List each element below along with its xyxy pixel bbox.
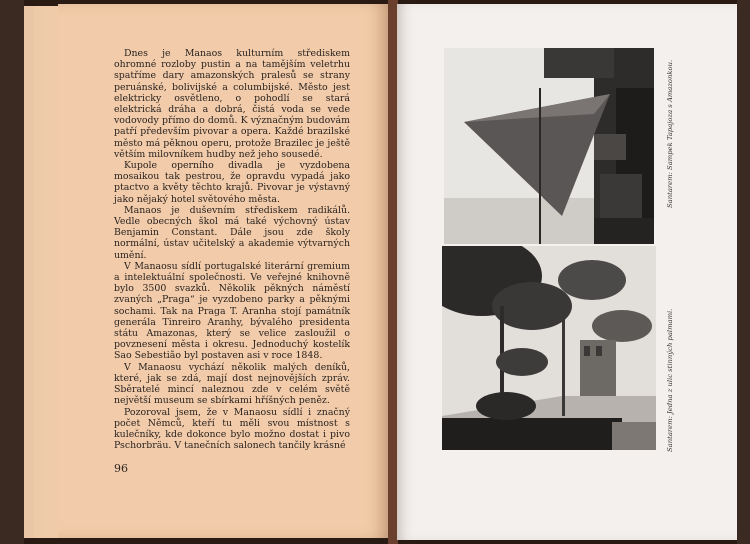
paragraph: Kupole operního divadla je vyzdobena mosaikou tak pestrou, že opravdu vypadá jako ptactvo a květy těchto krajů. Pivovar je výstavný jako nějaký hotel světového města. (114, 160, 350, 205)
book-edge-right (737, 0, 750, 544)
caption-top-photo: Santarem: Sampek Tapajoza s Amazonkou. (666, 59, 674, 208)
paragraph: Manaos je duševním střediskem radikálů. Vedle obecných škol má také výchovný ústav Benjamin Constant. Dále jsou zde školy normální, ústav učitelský a akademie výtvarných umění. (114, 204, 350, 261)
left-page-text (114, 48, 350, 451)
palm-street-photo-image (442, 246, 656, 450)
page-stack (44, 6, 59, 538)
photo-sailboat (444, 48, 654, 244)
paragraph: V Manaosu vychází několik malých deníků, které, jak se zdá, mají dost nejnovějších zpráv. Sběratelé mincí naleznou zde v celém světě největší museum se sbírkami hříšných peněz. (114, 361, 350, 407)
book-edge-left (0, 0, 24, 544)
sailboat-photo-image (444, 48, 654, 244)
paragraph: Pozoroval jsem, že v Manaosu sídlí i značný počet Němců, kteří tu měli svou místnost s kulečníky, kde dokonce bylo možno dostat i pivo Pschorbräu. V tanečních salonech tančily krásné (114, 406, 350, 452)
caption-bottom-photo: Santarem: Jedna z ulic stinných palmami. (666, 308, 674, 452)
paragraph: V Manaosu sídlí portugalské literární gremium a intelektuální společnosti. Ve veřejné knihovně bylo 3500 svazků. Několik pěkných náměstí zvaných „Praga“ je vyzdobeno parky a pěknými sochami. Tak na Praga T. Aranha stojí památník generála Tinreiro Aranhy, bývalého presidenta státu Amazonas, který se velice zasloužil o povznesení města i okresu. Jednoduchý kostelík Sao Sebestião byl postaven asi v roce 1848. (114, 260, 350, 362)
paragraph: Dnes je Manaos kulturním střediskem ohromné rozloby pustin a na tamějším veletrhu spatříme dary amazonských pralesů se strany peruánské, bolivijské a columbijské. Město jest elektricky osvětleno, o pohodlí se stará elektrická dráha a dobrá, čistá voda se vede vodovody přímo do domů. K význačným budovám patří především pivovar a opera. Každé brazilské město má pěknou operu, protože Brazilec je ještě větším milovníkem hudby než jeho sousedé. (114, 48, 350, 160)
page-number: 96 (114, 462, 128, 475)
photo-palm-street (442, 246, 656, 450)
